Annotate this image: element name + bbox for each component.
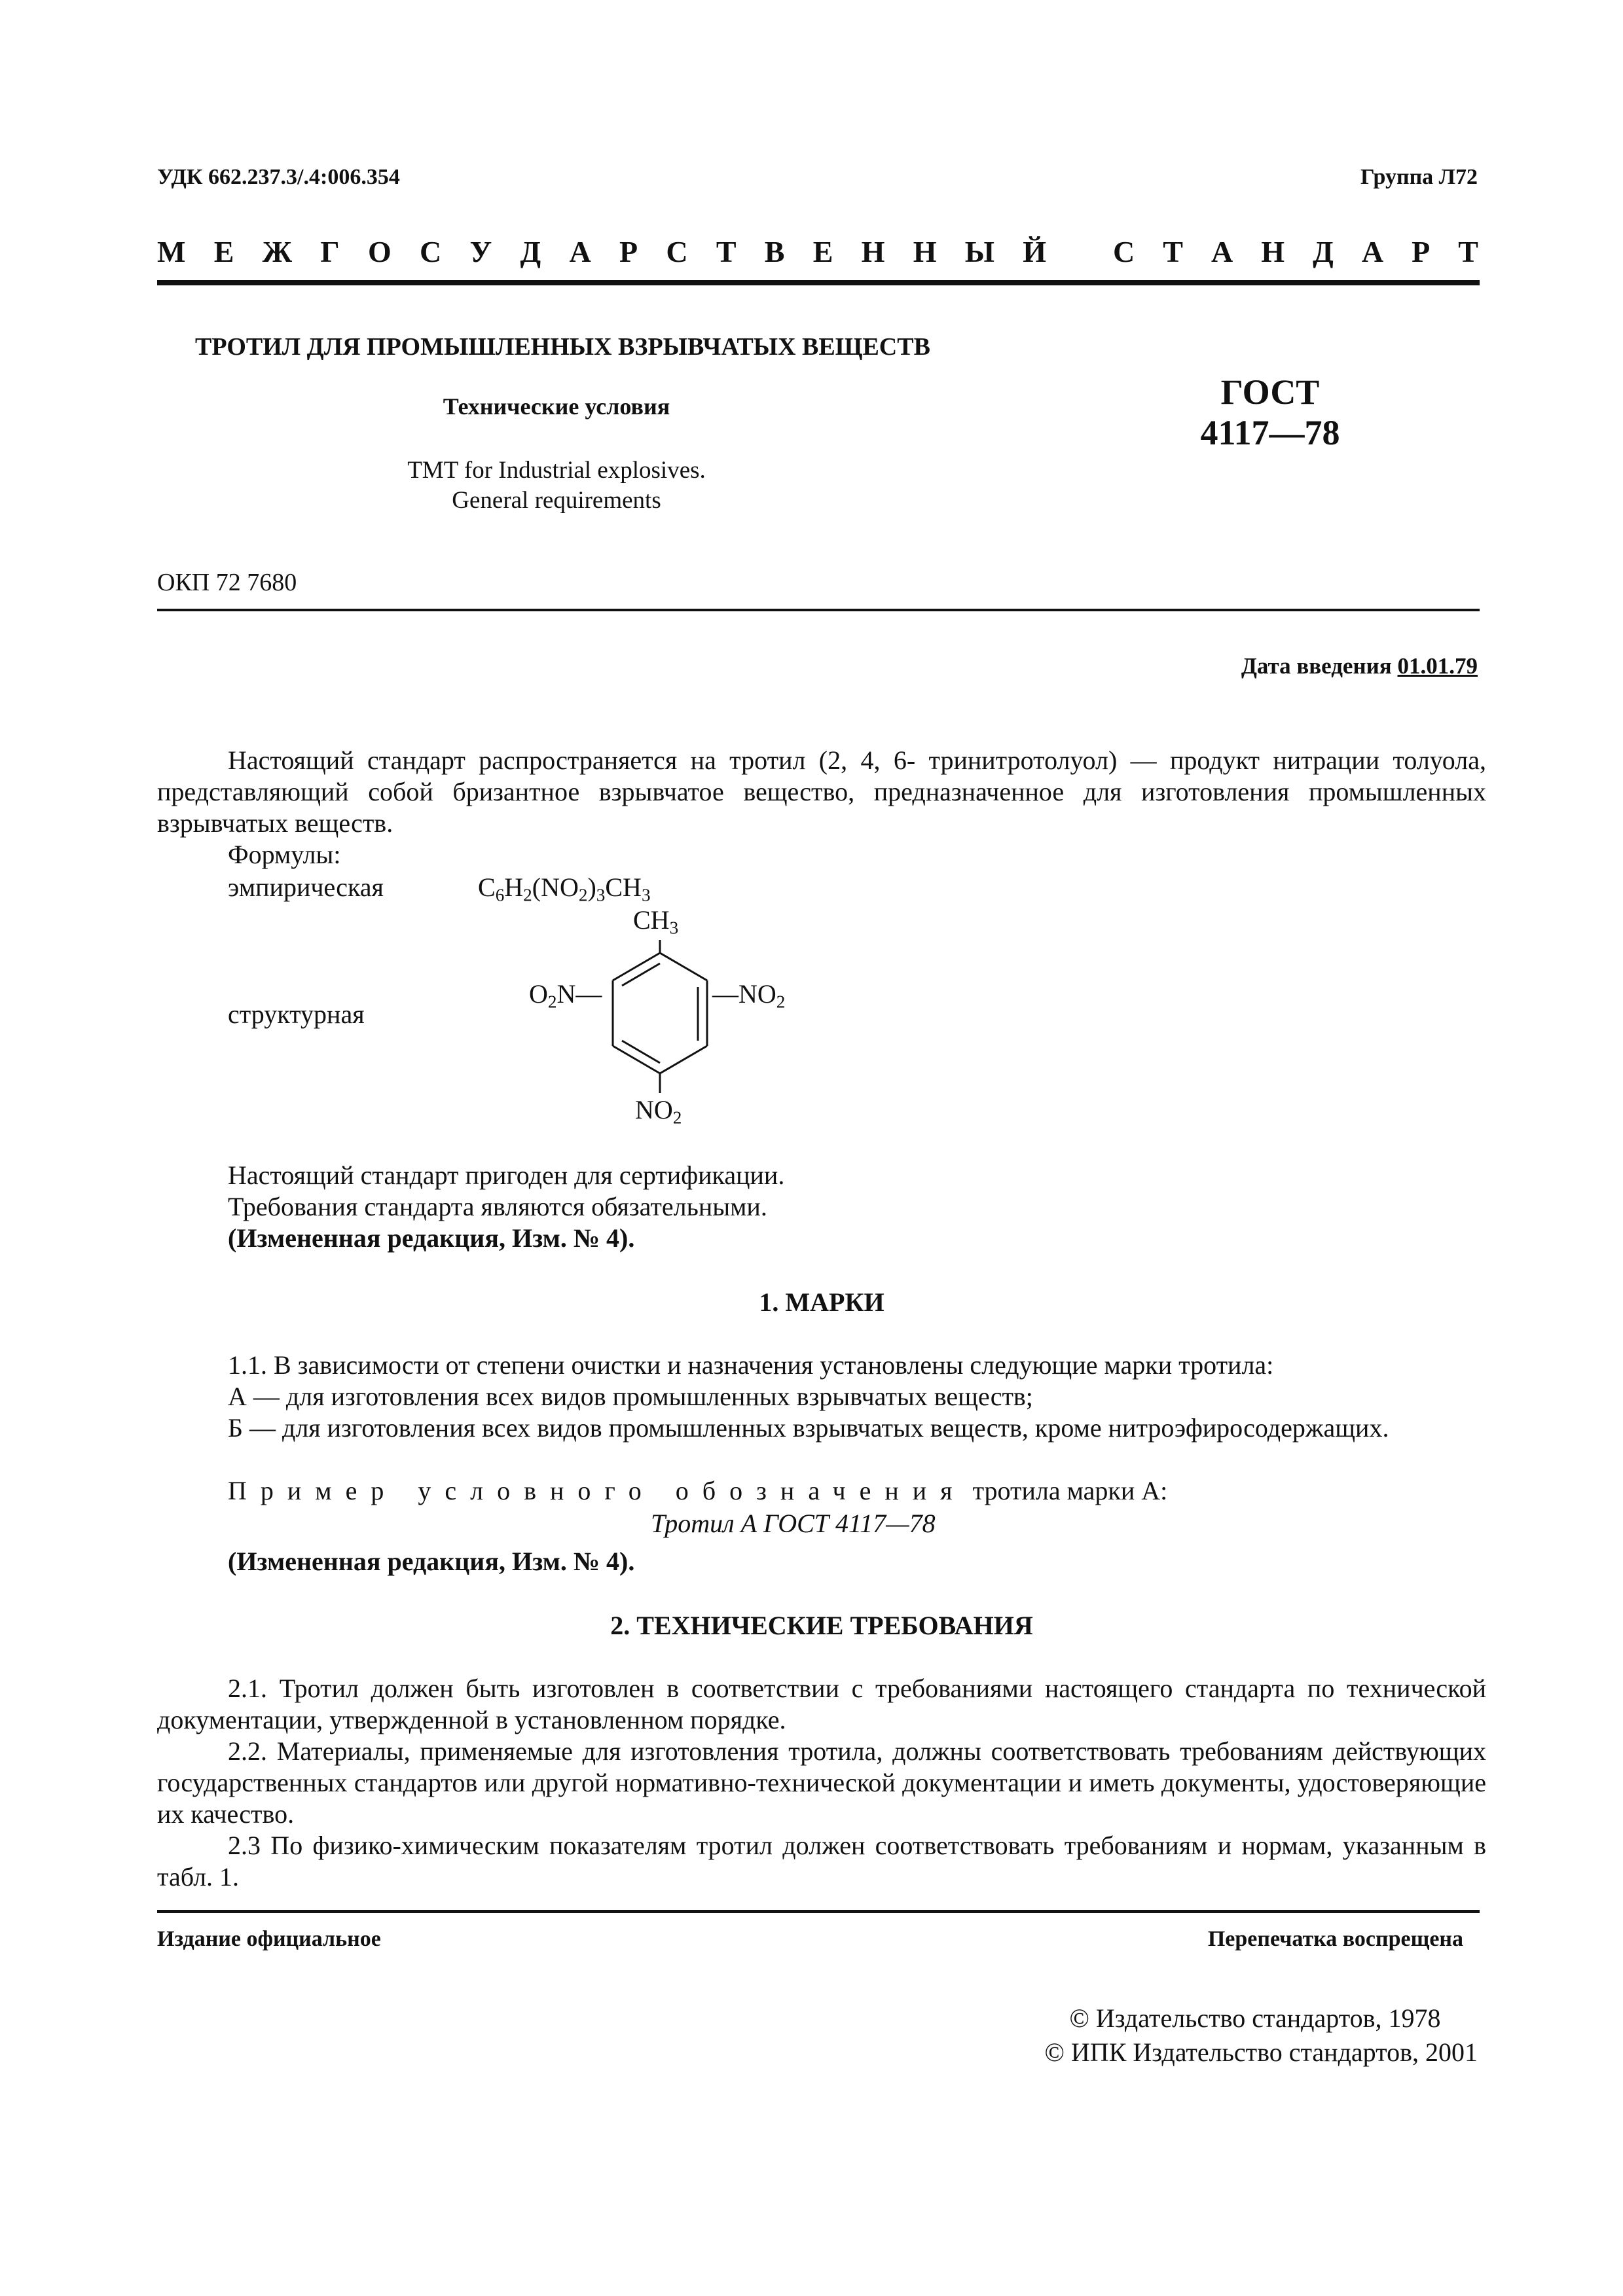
group-code: Группа Л72 [1360,165,1478,189]
banner-letter: А [1211,235,1233,268]
section1-item-b: Б — для изготовления всех видов промышленных взрывчатых веществ, кроме нитроэфиросодержащих. [228,1413,1389,1443]
intro-paragraph: Настоящий стандарт распространяется на тротил (2, 4, 6- тринитротолуол) — продукт нитрации толуола, представляющий собой бризантное взрывчатое вещество, предназначенное для изготовления промышленных взрывчатых веществ. [157,745,1486,838]
mandatory-line: Требования стандарта являются обязательными. [228,1192,767,1221]
footer-rule [157,1910,1480,1913]
empirical-label: эмпирическая [228,872,384,902]
section1-revision-note: (Измененная редакция, Изм. № 4). [228,1547,635,1576]
banner-letter: У [469,235,492,268]
banner-letter: Й [1023,235,1046,268]
document-title: ТРОТИЛ ДЛЯ ПРОМЫШЛЕННЫХ ВЗРЫВЧАТЫХ ВЕЩЕСТВ [195,333,930,361]
copyright-block [1045,2001,1478,2070]
udk-code: УДК 662.237.3/.4:006.354 [157,165,400,189]
english-title-line1: TMT for Industrial explosives. [407,457,706,484]
title-rule [157,609,1480,611]
certification-line: Настоящий стандарт пригоден для сертификации. [228,1160,785,1190]
structural-label: структурная [228,999,365,1029]
banner-letter: Ж [262,235,293,268]
document-subtitle: Технические условия [443,393,670,420]
introduction-date [1241,653,1478,679]
banner-letter: Г [320,235,340,268]
official-edition: Издание официальное [157,1927,381,1951]
banner-letter: Е [213,235,234,268]
section1-p1: 1.1. В зависимости от степени очистки и назначения установлены следующие марки тротила: [228,1350,1274,1380]
banner-letter: Т [1163,235,1183,268]
banner-letter: Ы [964,235,994,268]
date-label: Дата введения [1241,653,1392,679]
benzene-ring [589,936,733,1100]
banner-letter: Р [619,235,638,268]
section2-heading: 2. ТЕХНИЧЕСКИЕ ТРЕБОВАНИЯ [610,1611,1033,1640]
banner-letter: С [666,235,688,268]
banner-letter: Д [1313,235,1334,268]
section2-p22: 2.2. Материалы, применяемые для изготовления тротила, должны соответствовать требованиям действующих государственных стандартов или другой нормативно-технической документации и иметь документы, удостоверяющие их качество. [157,1736,1486,1829]
banner-letter: Т [1458,235,1478,268]
banner-rule [157,280,1480,285]
reprint-prohibited: Перепечатка воспрещена [1207,1927,1463,1951]
english-title-line2: General requirements [452,487,661,514]
banner-letter: С [419,235,442,268]
formulas-label: Формулы: [228,840,341,869]
example-designation: Тротил А ГОСТ 4117—78 [651,1509,936,1538]
structure-left-no2: $O_2N—$ [529,979,602,1012]
banner-letter: Р [1412,235,1431,268]
example-rest-text: тротила марки А: [972,1476,1168,1505]
section1-example [228,1475,1167,1507]
banner-letter: Е [812,235,833,268]
section2-p23: 2.3 По физико-химическим показателям тротил должен соответствовать требованиям и нормам, указанным в табл. 1. [157,1831,1486,1892]
banner-letter: О [367,235,392,268]
banner-letter: Д [520,235,541,268]
copyright-line1: © Издательство стандартов, 1978 [1069,2003,1441,2033]
banner-letter: М [157,235,186,268]
structure-bottom-no2: $NO_2$ [635,1095,682,1128]
banner-right-letters [1113,234,1478,269]
banner-letter: С [1113,235,1135,268]
gost-designation [1165,372,1375,453]
english-title [327,456,786,516]
banner-left [157,234,1046,269]
section1-item-a: А — для изготовления всех видов промышленных взрывчатых веществ; [228,1382,1033,1411]
banner-letter: Т [716,235,737,268]
intro-revision-note: (Измененная редакция, Изм. № 4). [228,1223,635,1253]
example-spaced-text: Пример условного обозначения [228,1476,966,1505]
structure-ch3: $CH_3$ [633,905,679,938]
banner-left-letters [157,234,1046,269]
copyright-line2: © ИПК Издательство стандартов, 2001 [1044,2037,1478,2067]
date-value: 01.01.79 [1397,653,1478,679]
okp-code: ОКП 72 7680 [157,569,297,596]
section2-p21: 2.1. Тротил должен быть изготовлен в соответствии с требованиями настоящего стандарта по технической документации, утвержденной в установленном порядке. [157,1674,1486,1734]
structure-right-no2: $—NO_2$ [712,979,786,1012]
banner-letter: Н [861,235,885,268]
section1-heading: 1. МАРКИ [759,1287,884,1317]
gost-label: ГОСТ [1220,372,1320,412]
banner-letter: А [1361,235,1384,268]
banner-letter: Н [1261,235,1285,268]
banner-letter: В [764,235,785,268]
banner-letter: Н [913,235,937,268]
banner-letter: А [569,235,591,268]
banner-right [1113,234,1478,269]
gost-number: 4117—78 [1200,413,1340,452]
empirical-formula: $C_6H_2(NO_2)_3CH_3$ [478,872,651,905]
